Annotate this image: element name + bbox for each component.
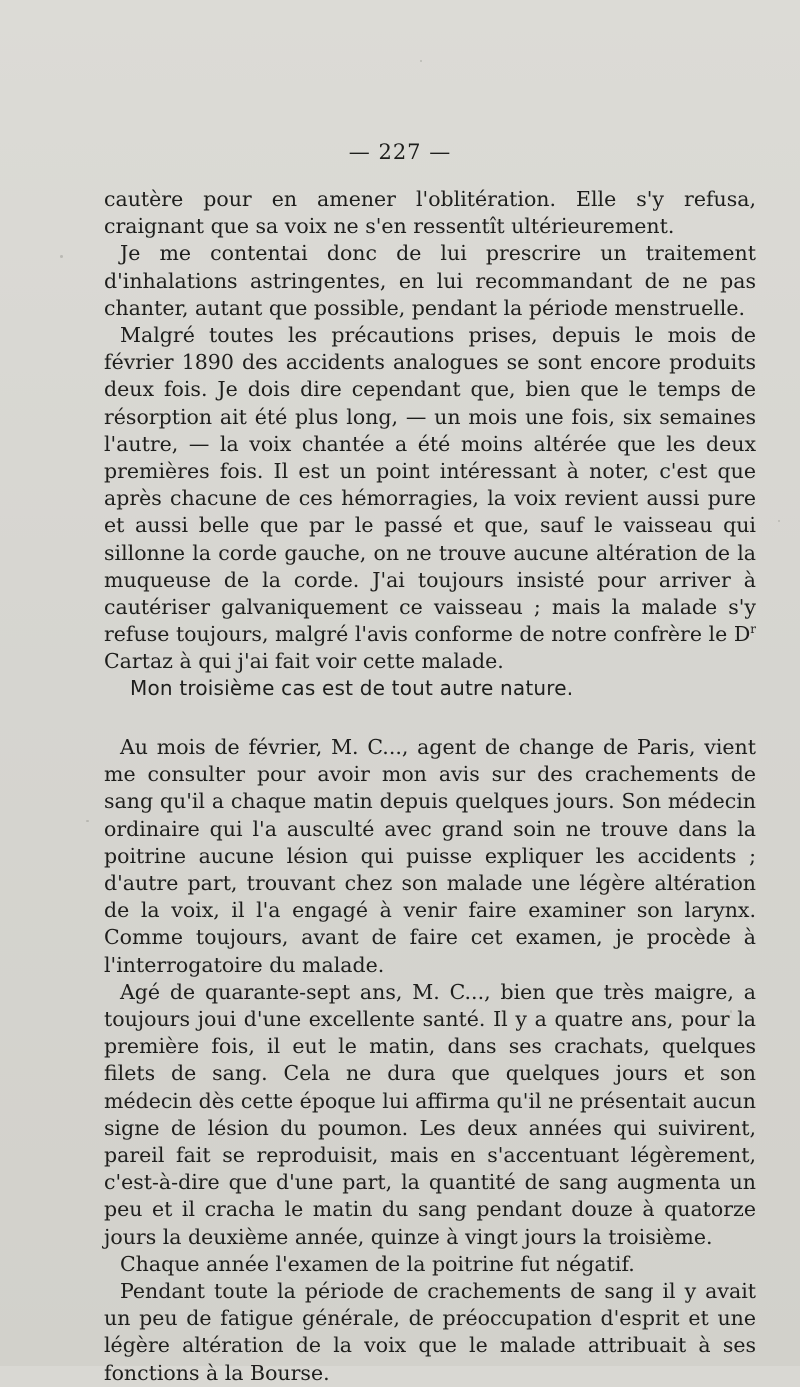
paragraph: cautère pour en amener l'oblitération. Elle s'y refusa, craignant que sa voix ne s'en ressentît ultérieurement. — [104, 187, 756, 239]
section-heading: Mon troisième cas est de tout autre nature. — [130, 676, 574, 700]
text-block-continuation — [104, 186, 756, 676]
paragraph-text-end: Cartaz à qui j'ai fait voir cette malade. — [104, 649, 504, 674]
doctor-abbrev: D — [733, 622, 751, 647]
paragraph: Au mois de février, M. C..., agent de change de Paris, vient me consulter pour avoir mon avis sur des crachements de sang qu'il a chaque matin depuis quelques jours. Son médecin ordinaire qui l'a ausculté avec grand soin ne trouve dans la poitrine aucune lésion qui puisse expliquer les accidents ; d'autre part, trouvant chez son malade une légère altération de la voix, il l'a engagé à venir faire examiner son larynx. Comme toujours, avant de faire cet examen, je procède à l'interrogatoire du malade. — [104, 735, 756, 977]
page-number: — 227 — — [348, 140, 452, 164]
paragraph: Pendant toute la période de crachements de sang il y avait un peu de fatigue générale, de préoccupation d'esprit et une légère altération de la voix que le malade attribuait à ses fonctions à la Bourse. — [104, 1279, 756, 1385]
paragraph: Je me contentai donc de lui prescrire un traitement d'inhalations astringentes, en lui recommandant de ne pas chanter, autant que possible, pendant la période menstruelle. — [104, 241, 756, 320]
paragraph-text: Malgré toutes les précautions prises, depuis le mois de février 1890 des accidents analogues se sont encore produits deux fois. Je dois dire cependant que, bien que le temps de résorption ait été plus long, — un mois une fois, six semaines l'autre, — la voix chantée a été moins altérée que les deux premières fois. Il est un point intéressant à noter, c'est que après chacune de ces hémorragies, la voix revient aussi pure et aussi belle que par le passé et que, sauf le vaisseau qui sillonne la corde gauche, on ne trouve aucune altération de la muqueuse de la corde. J'ai toujours insisté pour arriver à cautériser galvaniquement ce vaisseau ; mais la malade s'y refuse toujours, malgré l'avis conforme de notre confrère le — [104, 323, 756, 647]
paragraph: Agé de quarante-sept ans, M. C..., bien que très maigre, a toujours joui d'une excellente santé. Il y a quatre ans, pour la première fois, il eut le matin, dans ses crachats, quelques filets de sang. Cela ne dura que quelques jours et son médecin dès cette époque lui affirma qu'il ne présentait aucun signe de lésion du poumon. Les deux années qui suivirent, pareil fait se reproduisit, mais en s'accentuant légèrement, c'est-à-dire que d'une part, la quantité de sang augmenta un peu et il cracha le matin du sang pendant douze à quatorze jours la deuxième année, quinze à vingt jours la troisième. — [104, 979, 756, 1249]
text-block-case-three — [104, 734, 756, 1387]
paragraph — [104, 322, 756, 676]
doctor-abbrev-superscript: r — [750, 622, 756, 637]
paragraph: Chaque année l'examen de la poitrine fut négatif. — [120, 1251, 635, 1276]
